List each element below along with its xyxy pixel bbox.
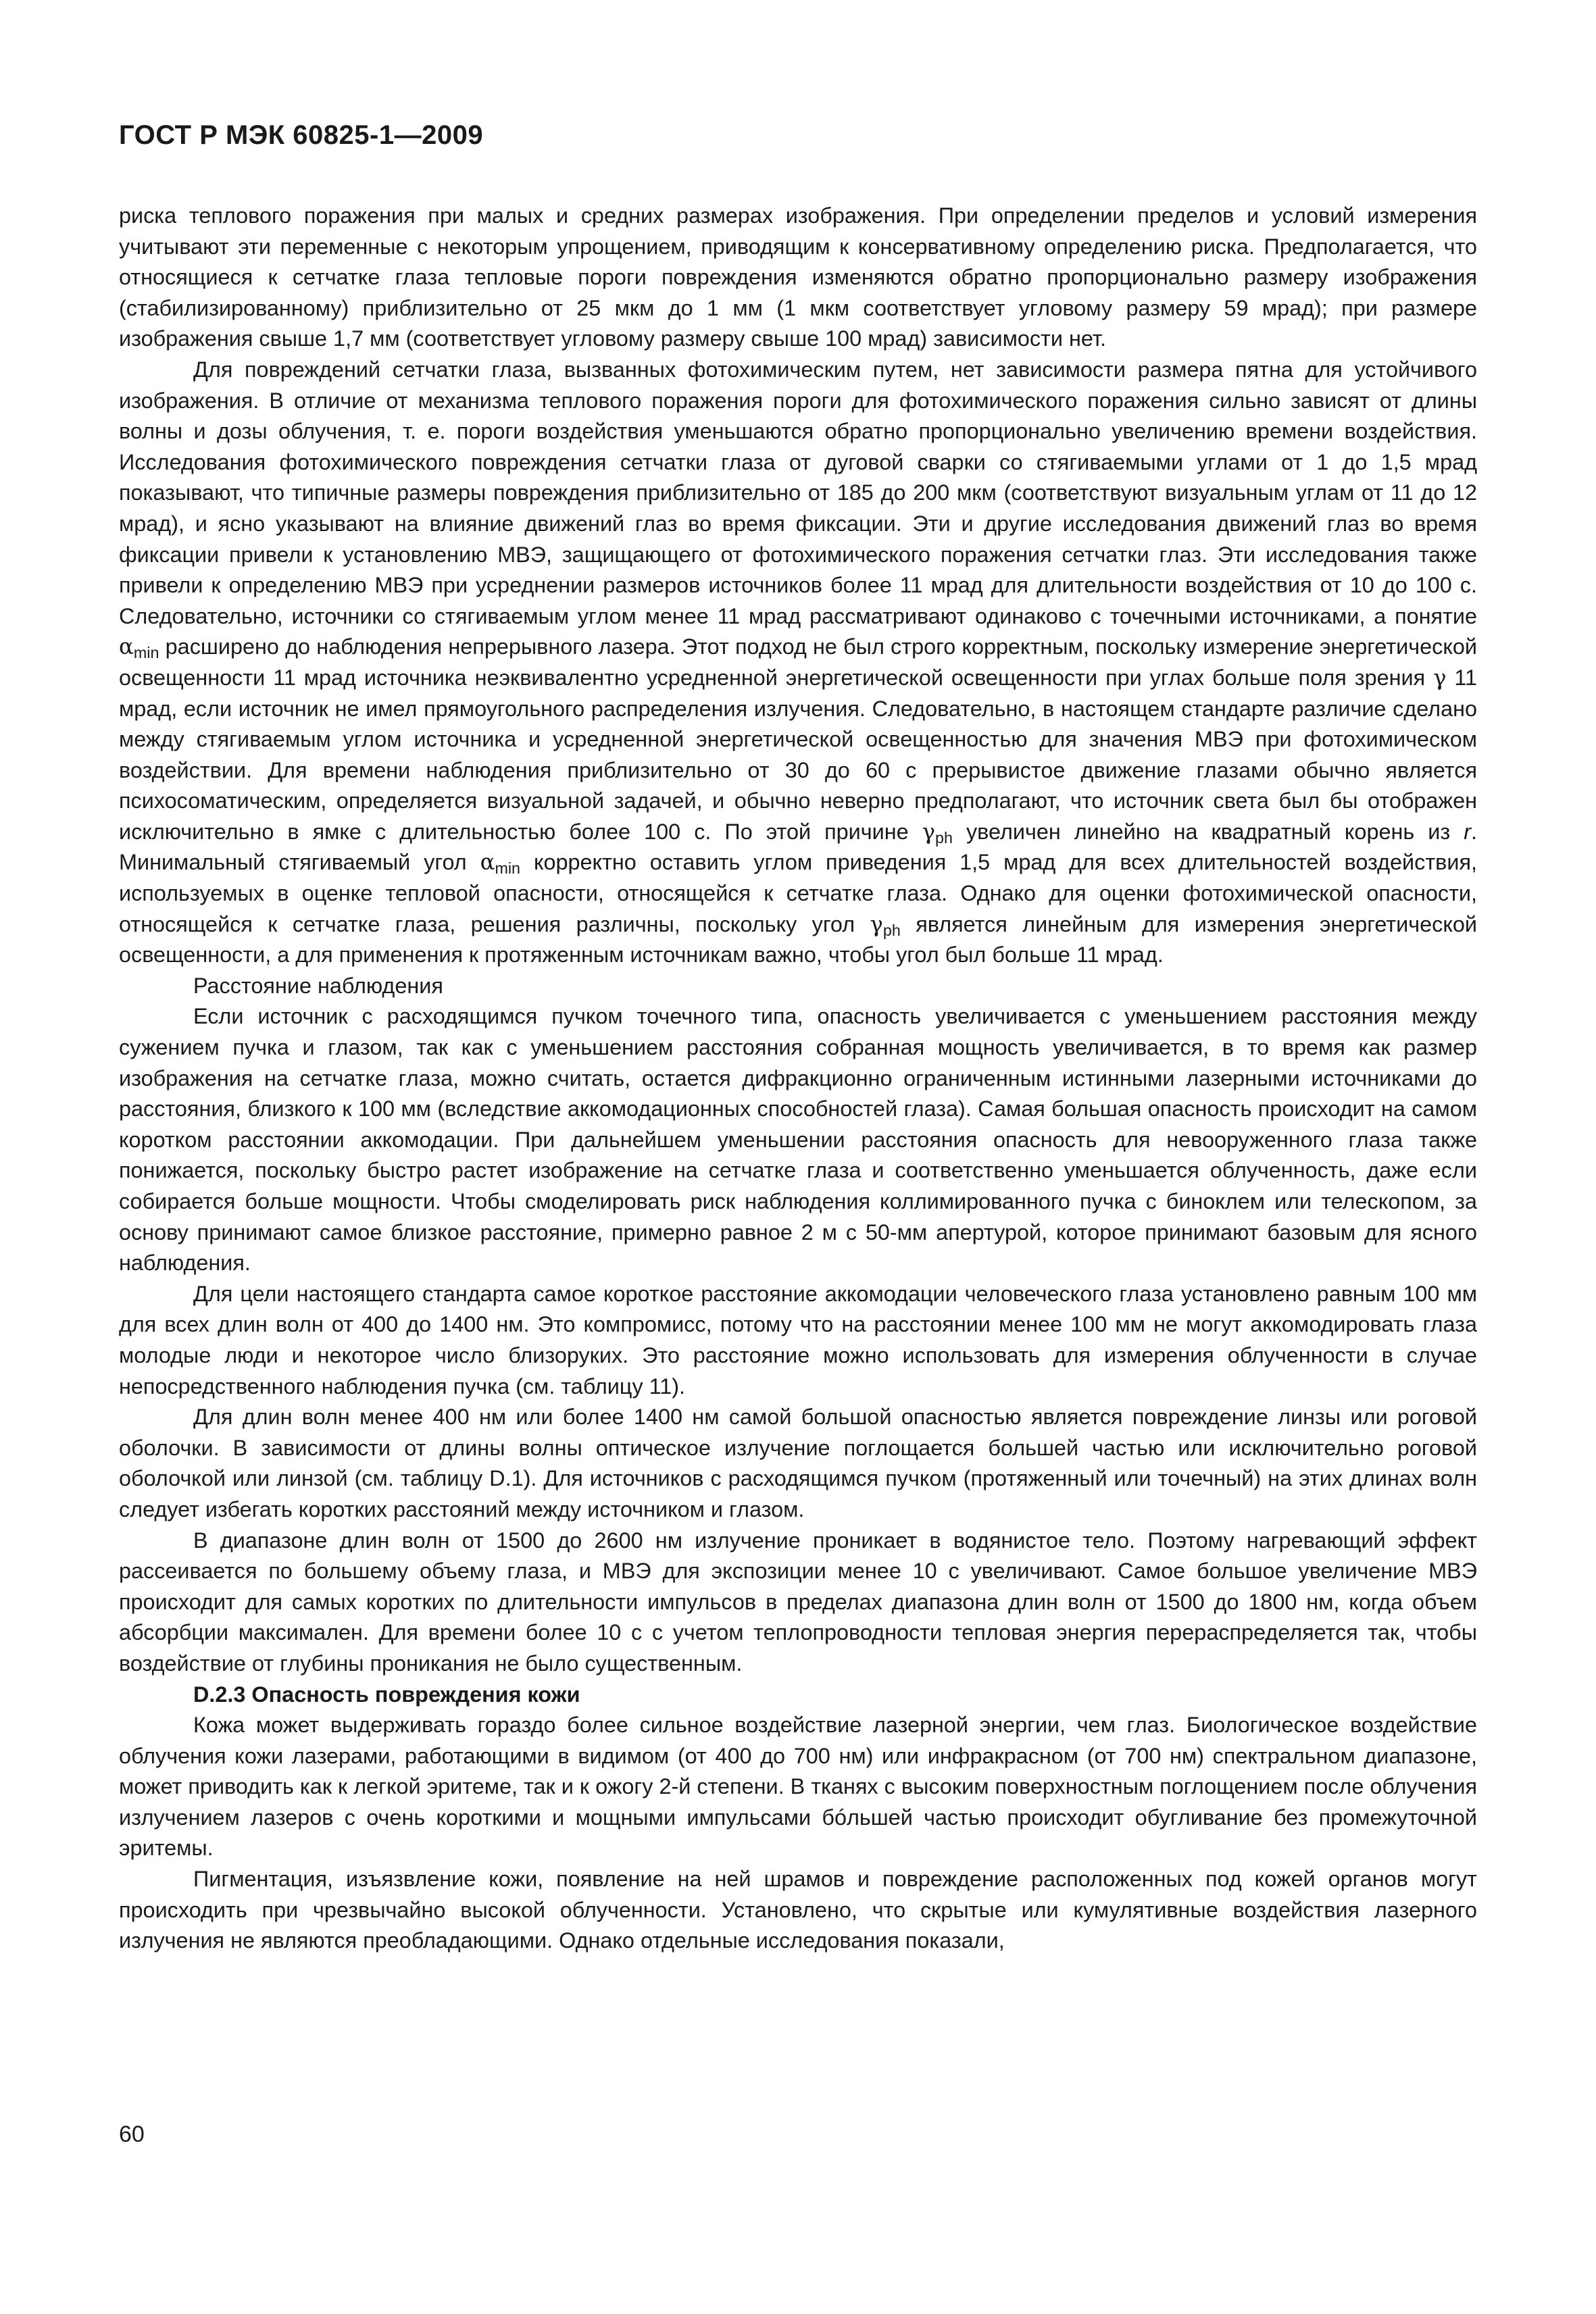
gamma-symbol: γ xyxy=(870,911,883,937)
gamma-symbol: γ xyxy=(1433,664,1447,690)
paragraph-divergent-beam: Если источник с расходящимся пучком точечного типа, опасность увеличивается с уменьшением расстояния между сужением пучка и глазом, так как с уменьшением расстояния собранная мощность увеличивается, в то время как размер изображения на сетчатке глаза, можно считать, остается дифракционно ограниченным истинными лазерными источниками до расстояния, близкого к 100 мм (вследствие аккомодационных способностей глаза). Самая большая опасность происходит на самом коротком расстоянии аккомодации. При дальнейшем уменьшении расстояния опасность для невооруженного глаза также понижается, поскольку быстро растет изображение на сетчатке глаза и соответственно уменьшается облученность, даже если собирается больше мощности. Чтобы смоделировать риск наблюдения коллимированного пучка с биноклем или телескопом, за основу принимают самое близкое расстояние, примерно равное 2 м с 50-мм апертурой, которое принимают базовым для ясного наблюдения. xyxy=(119,1004,1477,1276)
gamma-symbol: γ xyxy=(922,818,936,845)
paragraph-accommodation-distance: Для цели настоящего стандарта самое короткое расстояние аккомодации человеческого глаза установлено равным 100 мм для всех длин волн от 400 до 1400 нм. Это компромисс, потому что на расстоянии менее 100 мм не могут аккомодировать глаза молодые люди и некоторое число близоруких. Это расстояние можно использовать для измерения облученности в случае непосредственного наблюдения пучка (см. таблицу 11). xyxy=(119,1281,1477,1399)
alpha-symbol: α xyxy=(119,634,134,660)
alpha-symbol: α xyxy=(480,849,495,876)
paragraph-skin-exposure: Кожа может выдерживать гораздо более сильное воздействие лазерной энергии, чем глаз. Биологическое воздействие облучения кожи лазерами, работающими в видимом (от 400 до 700 нм) или инфракрасном (от 700 нм) спектральном диапазоне, может приводить как к легкой эритеме, так и к ожогу 2-й степени. В тканях с высоким поверхностным поглощением после облучения излучением лазеров с очень короткими и мощными импульсами бóльшей частью происходит обугливание без промежуточной эритемы. xyxy=(119,1713,1477,1861)
subscript-min: min xyxy=(133,644,159,662)
section-heading-skin-hazard: D.2.3 Опасность повреждения кожи xyxy=(193,1682,580,1707)
paragraph-thermal-risk: риска теплового поражения при малых и средних размерах изображения. При определении пределов и условий измерения учитывают эти переменные с некоторым упрощением, приводящим к консервативному определению риска. Предполагается, что относящиеся к сетчатке глаза тепловые пороги повреждения изменяются обратно пропорционально размеру изображения (стабилизированному) приблизительно от 25 мкм до 1 мм (1 мкм соответствует угловому размеру 59 мрад); при размере изображения свыше 1,7 мм (соответствует угловому размеру свыше 100 мрад) зависимости нет. xyxy=(119,203,1477,351)
paragraph-aqueous-range: В диапазоне длин волн от 1500 до 2600 нм излучение проникает в водянистое тело. Поэтому нагревающий эффект рассеивается по большему объему глаза, и МВЭ для экспозиции менее 10 с увеличивают. Самое большое увеличение МВЭ происходит для самых коротких по длительности импульсов в пределах диапазона длин волн от 1500 до 1800 нм, когда объем абсорбции максимален. Для времени более 10 с с учетом теплопроводности тепловая энергия перераспределяется так, чтобы воздействие от глубины проникания не было существенным. xyxy=(119,1528,1477,1676)
paragraph-photochemical-damage: Для повреждений сетчатки глаза, вызванных фотохимическим путем, нет зависимости размера пятна для устойчивого изображения. В отличие от механизма теплового поражения пороги для фотохимического поражения сильно зависят от длины волны и дозы облучения, т. е. пороги воздействия уменьшаются обратно пропорционально увеличению времени воздействия. Исследования фотохимического повреждения сетчатки глаза от дуговой сварки со стягиваемыми углами от 1 до 1,5 мрад показывают, что типичные размеры повреждения приблизительно от 185 до 200 мкм (соответствуют визуальным углам от 11 до 12 мрад), и ясно указывают на влияние движений глаз во время фиксации. Эти и другие исследования движений глаз во время фиксации привели к установлению МВЭ, защищающего от фотохимического поражения сетчатки глаз. Эти исследования также привели к определению МВЭ при усреднении размеров источников более 11 мрад для длительности воздействия от 10 до 100 с. Следовательно, источники со стягиваемым углом менее 11 мрад рассматривают одинаково с точечными источниками, а понятие $\alpha_{min}$ расширено до наблюдения непрерывного лазера. Этот подход не был строго корректным, поскольку измерение энергетической освещенности 11 мрад источника неэквивалентно усредненной энергетической освещенности при углах больше поля зрения γ 11 мрад, если источник не имел прямоугольного распределения излучения. Следовательно, в настоящем стандарте различие сделано между стягиваемым углом источника и усредненной энергетической освещенностью для значения МВЭ при фотохимическом воздействии. Для времени наблюдения приблизительно от 30 до 60 с прерывистое движение глазами обычно является психосоматическим, определяется визуальной задачей, и обычно неверно предполагают, что источник света был бы отображен исключительно в ямке с длительностью более 100 с. По этой причине $\gamma_{ph}$ увеличен линейно на квадратный корень из r. Минимальный стягиваемый угол $\alpha_{min}$ корректно оставить углом приведения 1,5 мрад для всех длительностей воздействия, используемых в оценке тепловой опасности, относящейся к сетчатке глаза. Однако для оценки фотохимической опасности, относящейся к сетчатке глаза, решения различны, поскольку угол $\gamma_{ph}$ является линейным для измерения энергетической освещенности, а для применения к протяженным источникам важно, чтобы угол был больше 11 мрад. xyxy=(119,357,1478,967)
page-number: 60 xyxy=(119,2121,145,2147)
body-text xyxy=(119,201,1477,1957)
subheading-viewing-distance: Расстояние наблюдения xyxy=(193,973,443,998)
subscript-min: min xyxy=(495,859,521,878)
subscript-ph: ph xyxy=(882,921,901,939)
document-header: ГОСТ Р МЭК 60825-1—2009 xyxy=(119,120,484,150)
variable-r: r xyxy=(1464,819,1472,844)
paragraph-lens-cornea: Для длин волн менее 400 нм или более 1400 нм самой большой опасностью является повреждение линзы или роговой оболочки. В зависимости от длины волны оптическое излучение поглощается большей частью или исключительно роговой оболочкой или линзой (см. таблицу D.1). Для источников с расходящимся пучком (протяженный или точечный) на этих длинах волн следует избегать коротких расстояний между источником и глазом. xyxy=(119,1405,1477,1521)
subscript-ph: ph xyxy=(935,828,953,847)
paragraph-pigmentation: Пигментация, изъязвление кожи, появление на ней шрамов и повреждение расположенных под кожей органов могут происходить при чрезвычайно высокой облученности. Установлено, что скрытые или кумулятивные воздействия лазерного излучения не являются преобладающими. Однако отдельные исследования показали, xyxy=(119,1867,1477,1953)
